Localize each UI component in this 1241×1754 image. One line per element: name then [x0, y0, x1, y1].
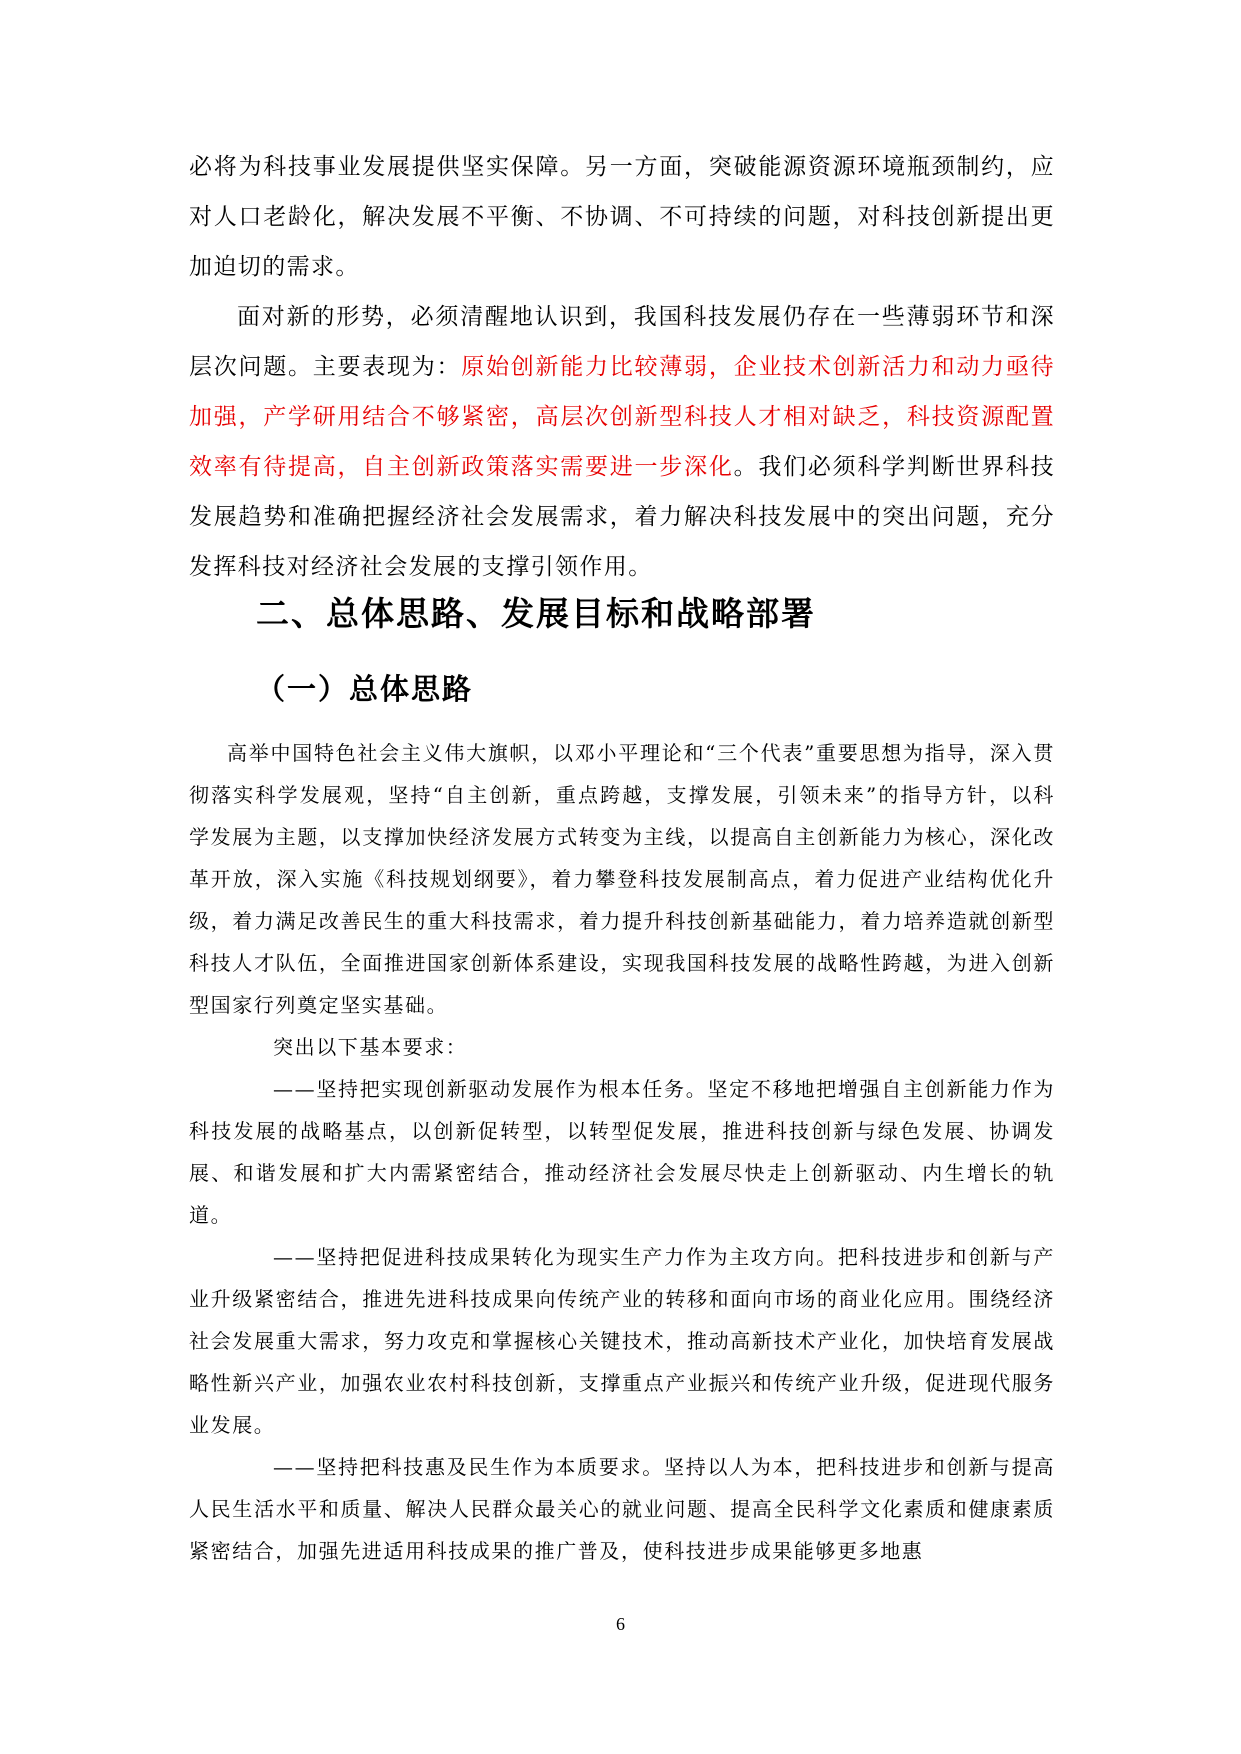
paragraph-requirements-intro — [189, 1026, 1055, 1068]
section-heading: 二、总体思路、发展目标和战略部署 — [256, 594, 816, 633]
highlight-enterprise-innovation: 企业技术创新活力和动力亟待加强 — [189, 354, 1056, 430]
paragraph-requirement-commercialization — [189, 1236, 1055, 1446]
paragraph-requirement-livelihood — [189, 1446, 1055, 1572]
highlight-resource-allocation: 科技资源配置效率有待提高 — [189, 404, 1056, 480]
separator: ， — [708, 354, 734, 380]
paragraph-text: ——坚持把实现创新驱动发展作为根本任务。坚定不移地把增强自主创新能力作为科技发展的战略基点，以创新促转型，以转型促发展，推进科技创新与绿色发展、协调发展、和谐发展和扩大内需紧密结合，推动经济社会发展尽快走上创新驱动、内生增长的轨道。 — [189, 1077, 1055, 1227]
paragraph-problems — [189, 292, 1055, 592]
highlight-policy-implementation: 自主创新政策落实需要进一步深化 — [362, 454, 734, 480]
paragraph-text: ——坚持把科技惠及民生作为本质要求。坚持以人为本，把科技进步和创新与提高人民生活水平和质量、解决人民群众最关心的就业问题、提高全民科学文化素质和健康素质紧密结合，加强先进适用科技成果的推广普及，使科技进步成果能够更多地惠 — [189, 1455, 1055, 1563]
paragraph-text: 必将为科技事业发展提供坚实保障。另一方面，突破能源资源环境瓶颈制约，应对人口老龄化，解决发展不平衡、不协调、不可持续的问题，对科技创新提出更加迫切的需求。 — [189, 154, 1055, 280]
paragraph-overall-approach — [189, 732, 1055, 1026]
page-number: 6 — [616, 1614, 625, 1634]
paragraph-continuation — [189, 142, 1055, 292]
paragraph-text: 突出以下基本要求： — [273, 1035, 468, 1059]
paragraph-tail: 。我们必须科学判断世界科技发展趋势和准确把握经济社会发展需求，着力解决科技发展中的突出问题，充分发挥科技对经济社会发展的支撑引领作用。 — [189, 454, 1056, 580]
separator: ， — [510, 404, 536, 430]
paragraph-intro: 面对新的形势，必须清醒地认识到，我国科技发展仍存在一些薄弱环节和深层次问题。主要表现为： — [189, 304, 1055, 380]
paragraph-text: 高举中国特色社会主义伟大旗帜，以邓小平理论和“三个代表”重要思想为指导，深入贯彻落实科学发展观，坚持“自主创新，重点跨越，支撑发展，引领未来”的指导方针，以科学发展为主题，以支撑加快经济发展方式转变为主线，以提高自主创新能力为核心，深化改革开放，深入实施《科技规划纲要》，着力攀登科技发展制高点，着力促进产业结构优化升级，着力满足改善民生的重大科技需求，着力提升科技创新基础能力，着力培养造就创新型科技人才队伍，全面推进国家创新体系建设，实现我国科技发展的战略性跨越，为进入创新型国家行列奠定坚实基础。 — [189, 741, 1055, 1017]
subsection-heading: （一）总体思路 — [256, 672, 474, 706]
paragraph-requirement-innovation — [189, 1068, 1055, 1236]
separator: ， — [337, 454, 363, 480]
separator: ， — [882, 404, 907, 430]
highlight-industry-academia: 产学研用结合不够紧密 — [263, 404, 511, 430]
highlight-original-innovation: 原始创新能力比较薄弱 — [461, 354, 709, 380]
highlight-talent-shortage: 高层次创新型科技人才相对缺乏 — [535, 404, 883, 430]
separator: ， — [238, 404, 264, 430]
paragraph-text: ——坚持把促进科技成果转化为现实生产力作为主攻方向。把科技进步和创新与产业升级紧密结合，推进先进科技成果向传统产业的转移和面向市场的商业化应用。围绕经济社会发展重大需求，努力攻克和掌握核心关键技术，推动高新技术产业化，加快培育发展战略性新兴产业，加强农业农村科技创新，支撑重点产业振兴和传统产业升级，促进现代服务业发展。 — [189, 1245, 1055, 1437]
